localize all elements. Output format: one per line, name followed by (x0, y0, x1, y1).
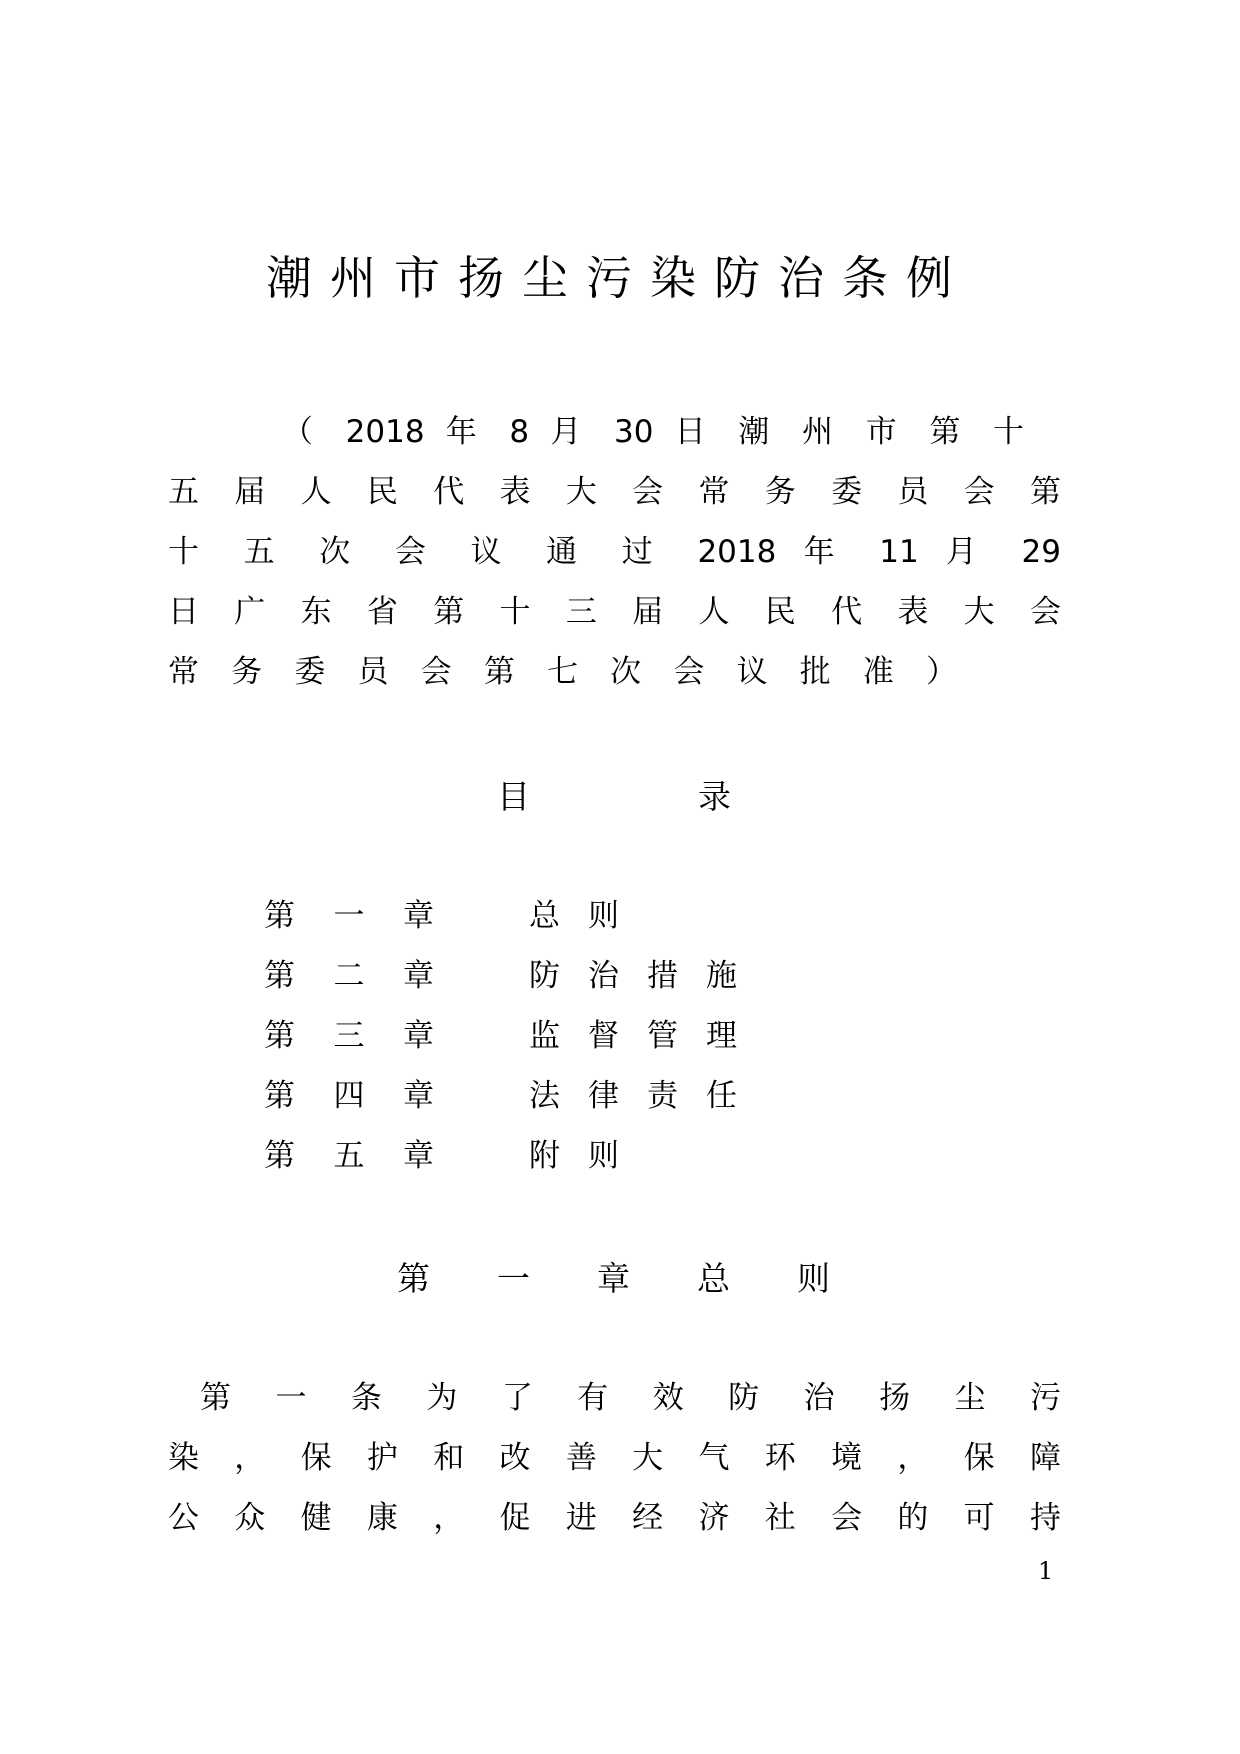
article-line: 第 一 条 为 了 有 效 防 治 扬 尘 污 (200, 1380, 1061, 1416)
article-line: 染 ， 保 护 和 改 善 大 气 环 境 ， 保 障 (168, 1440, 1061, 1476)
toc-chapter-name: 总则 (529, 898, 647, 934)
toc-chapter-name: 法律责任 (529, 1078, 765, 1114)
toc-chapter-number: 第 一 章 (264, 898, 434, 934)
preamble-line: 五 届 人 民 代 表 大 会 常 务 委 员 会 第 (168, 474, 1061, 510)
chapter-heading: 第 一 章 总 则 (397, 1259, 830, 1298)
article-line: 公 众 健 康 ， 促 进 经 济 社 会 的 可 持 (168, 1500, 1061, 1536)
toc-chapter-name: 监督管理 (529, 1018, 765, 1054)
toc-chapter-number: 第 四 章 (264, 1078, 434, 1114)
toc-heading: 目 录 (497, 777, 731, 816)
preamble-line: （ 2018 年 8 月 30 日 潮 州 市 第 十 (282, 414, 1024, 450)
preamble-line: 十 五 次 会 议 通 过 2018 年 11 月 29 (168, 534, 1061, 570)
preamble-line: 日 广 东 省 第 十 三 届 人 民 代 表 大 会 (168, 594, 1061, 630)
document-title: 潮州市扬尘污染防治条例 (266, 251, 970, 305)
page-number: 1 (1038, 1557, 1054, 1585)
preamble-line: 常 务 委 员 会 第 七 次 会 议 批 准 ） (168, 654, 957, 690)
toc-chapter-name: 附则 (529, 1138, 647, 1174)
toc-chapter-name: 防治措施 (529, 958, 765, 994)
toc-chapter-number: 第 三 章 (264, 1018, 434, 1054)
toc-chapter-number: 第 二 章 (264, 958, 434, 994)
toc-chapter-number: 第 五 章 (264, 1138, 434, 1174)
